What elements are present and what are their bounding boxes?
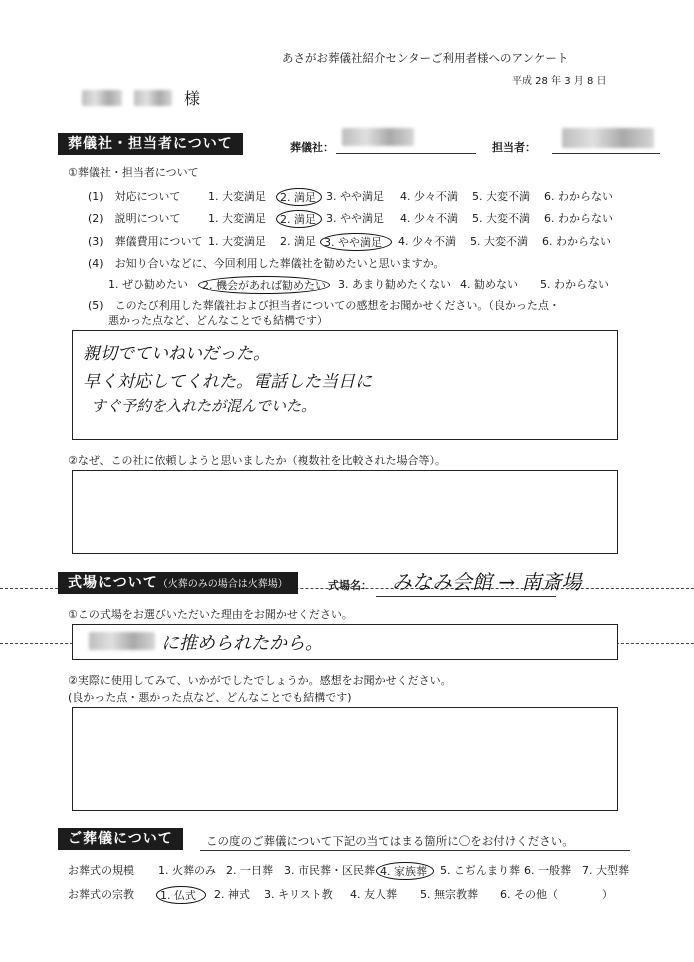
venue-question-2-answer-box[interactable] <box>72 707 618 811</box>
option-selected[interactable]: 2. 満足 <box>276 210 322 228</box>
option[interactable]: 1. ぜひ勧めたい <box>108 278 188 291</box>
handwritten-answer-line: 親切でていねいだった。 <box>83 344 270 364</box>
question-2-label: ②なぜ、この社に依頼しようと思いましたか（複数社を比較された場合等）。 <box>68 454 447 467</box>
option-selected[interactable]: 2. 満足 <box>276 188 322 206</box>
venue-question-2-label: ②実際に使用してみて、いかがでしたでしょうか。感想をお聞かせください。 <box>68 674 452 687</box>
section-heading-venue <box>58 572 298 594</box>
staff-underline <box>552 153 660 154</box>
option[interactable]: 3. 市民葬・区民葬 <box>284 864 375 877</box>
option[interactable]: 5. 大変不満 <box>472 190 530 203</box>
redacted-company <box>342 128 414 146</box>
question-5-label: (5) このたび利用した葬儀社および担当者についての感想をお聞かせください。（良かった点・ <box>88 299 560 312</box>
row-explanation-options <box>208 210 616 228</box>
section-heading-company: 葬儀社・担当者について <box>58 133 243 155</box>
option[interactable]: 4. 勧めない <box>460 278 518 291</box>
option[interactable]: 4. 少々不満 <box>400 212 458 225</box>
venue-question-1-answer-box[interactable] <box>72 624 618 660</box>
venue-label: 式場名： <box>328 579 372 592</box>
option-selected[interactable]: 3. やや満足 <box>320 233 392 251</box>
honorific: 様 <box>184 89 201 108</box>
religion-options <box>160 886 626 904</box>
scale-options <box>158 862 640 880</box>
option[interactable]: 5. 大変不満 <box>470 235 528 248</box>
option[interactable]: 7. 大型葬 <box>582 864 629 877</box>
row-explanation-label: (2) 説明について <box>88 212 181 225</box>
row-cost-label: (3) 葬儀費用について <box>88 235 203 248</box>
company-underline <box>336 153 476 154</box>
redacted-staff <box>562 128 654 148</box>
option[interactable]: 3. やや満足 <box>326 190 384 203</box>
religion-label: お葬式の宗教 <box>68 888 134 901</box>
option[interactable]: 3. キリスト教 <box>264 888 333 901</box>
staff-label: 担当者： <box>492 141 536 154</box>
venue-answer: みなみ会館 → 南斎場 <box>392 570 582 594</box>
handwritten-reason: に推められたから。 <box>161 633 323 654</box>
question-2-answer-box[interactable] <box>72 470 618 554</box>
venue-question-1-label: ①この式場をお選びいただいた理由をお聞かせください。 <box>68 608 353 621</box>
funeral-instruction: この度のご葬儀について下記の当てはまる箇所に〇をお付けください。 <box>206 834 574 848</box>
option[interactable]: 4. 少々不満 <box>400 190 458 203</box>
option[interactable]: 6. わからない <box>542 235 611 248</box>
option[interactable]: 5. 大変不満 <box>472 212 530 225</box>
question-5-label-cont: 悪かった点など、どんなことでも結構です） <box>108 314 328 327</box>
option[interactable]: 4. 少々不満 <box>398 235 456 248</box>
company-label: 葬儀社： <box>290 141 334 154</box>
option[interactable]: 2. 神式 <box>214 888 250 901</box>
venue-underline <box>376 596 556 597</box>
handwritten-answer-line: 早く対応してくれた。電話した当日に <box>83 372 372 392</box>
instruction-underline <box>200 850 630 851</box>
row-response-label: (1) 対応について <box>88 190 181 203</box>
venue-question-2-label-cont: (良かった点・悪かった点など、どんなことでも結構です) <box>68 691 352 704</box>
option[interactable]: 1. 火葬のみ <box>158 864 216 877</box>
option[interactable]: 5. 無宗教葬 <box>420 888 478 901</box>
option[interactable]: 3. やや満足 <box>326 212 384 225</box>
redacted-name <box>134 90 172 106</box>
section-heading-venue-text: 式場について <box>68 575 158 591</box>
row-response-options <box>208 188 616 206</box>
question-5-answer-box[interactable] <box>72 330 618 440</box>
option[interactable]: 6. わからない <box>544 190 613 203</box>
option[interactable]: 3. あまり勧めたくない <box>338 278 451 291</box>
question-4-options <box>108 276 620 294</box>
option-selected[interactable]: 1. 仏式 <box>156 886 206 904</box>
option[interactable]: 1. 大変満足 <box>208 190 266 203</box>
section-heading-venue-note: （火葬のみの場合は火葬場） <box>157 579 288 590</box>
redacted-name <box>82 90 122 106</box>
option[interactable]: 1. 大変満足 <box>208 212 266 225</box>
option[interactable]: 6. 一般葬 <box>524 864 571 877</box>
option[interactable]: 2. 一日葬 <box>226 864 273 877</box>
row-cost-options <box>208 233 614 251</box>
option[interactable]: 6. その他（ ） <box>500 888 613 901</box>
handwritten-answer-line: すぐ予約を入れたが混んでいた。 <box>91 397 317 415</box>
option[interactable]: 4. 友人葬 <box>350 888 397 901</box>
option[interactable]: 6. わからない <box>544 212 613 225</box>
survey-title: あさがお葬儀社紹介センターご利用者様へのアンケート <box>282 51 569 65</box>
scale-label: お葬式の規模 <box>68 864 134 877</box>
option[interactable]: 5. わからない <box>540 278 609 291</box>
option-selected[interactable]: 4. 家族葬 <box>376 862 434 880</box>
section-heading-funeral: ご葬儀について <box>58 828 183 850</box>
option[interactable]: 1. 大変満足 <box>208 235 266 248</box>
redacted-referrer <box>89 632 155 650</box>
option[interactable]: 5. こぢんまり葬 <box>440 864 520 877</box>
option[interactable]: 2. 満足 <box>280 235 316 248</box>
question-1-title: ①葬儀社・担当者について <box>68 166 199 179</box>
survey-date: 平成 28 年 3 月 8 日 <box>512 76 607 87</box>
option-selected[interactable]: 2. 機会があれば勧めたい <box>198 276 330 294</box>
question-4-label: (4) お知り合いなどに、今回利用した葬儀社を勧めたいと思いますか。 <box>88 257 445 270</box>
